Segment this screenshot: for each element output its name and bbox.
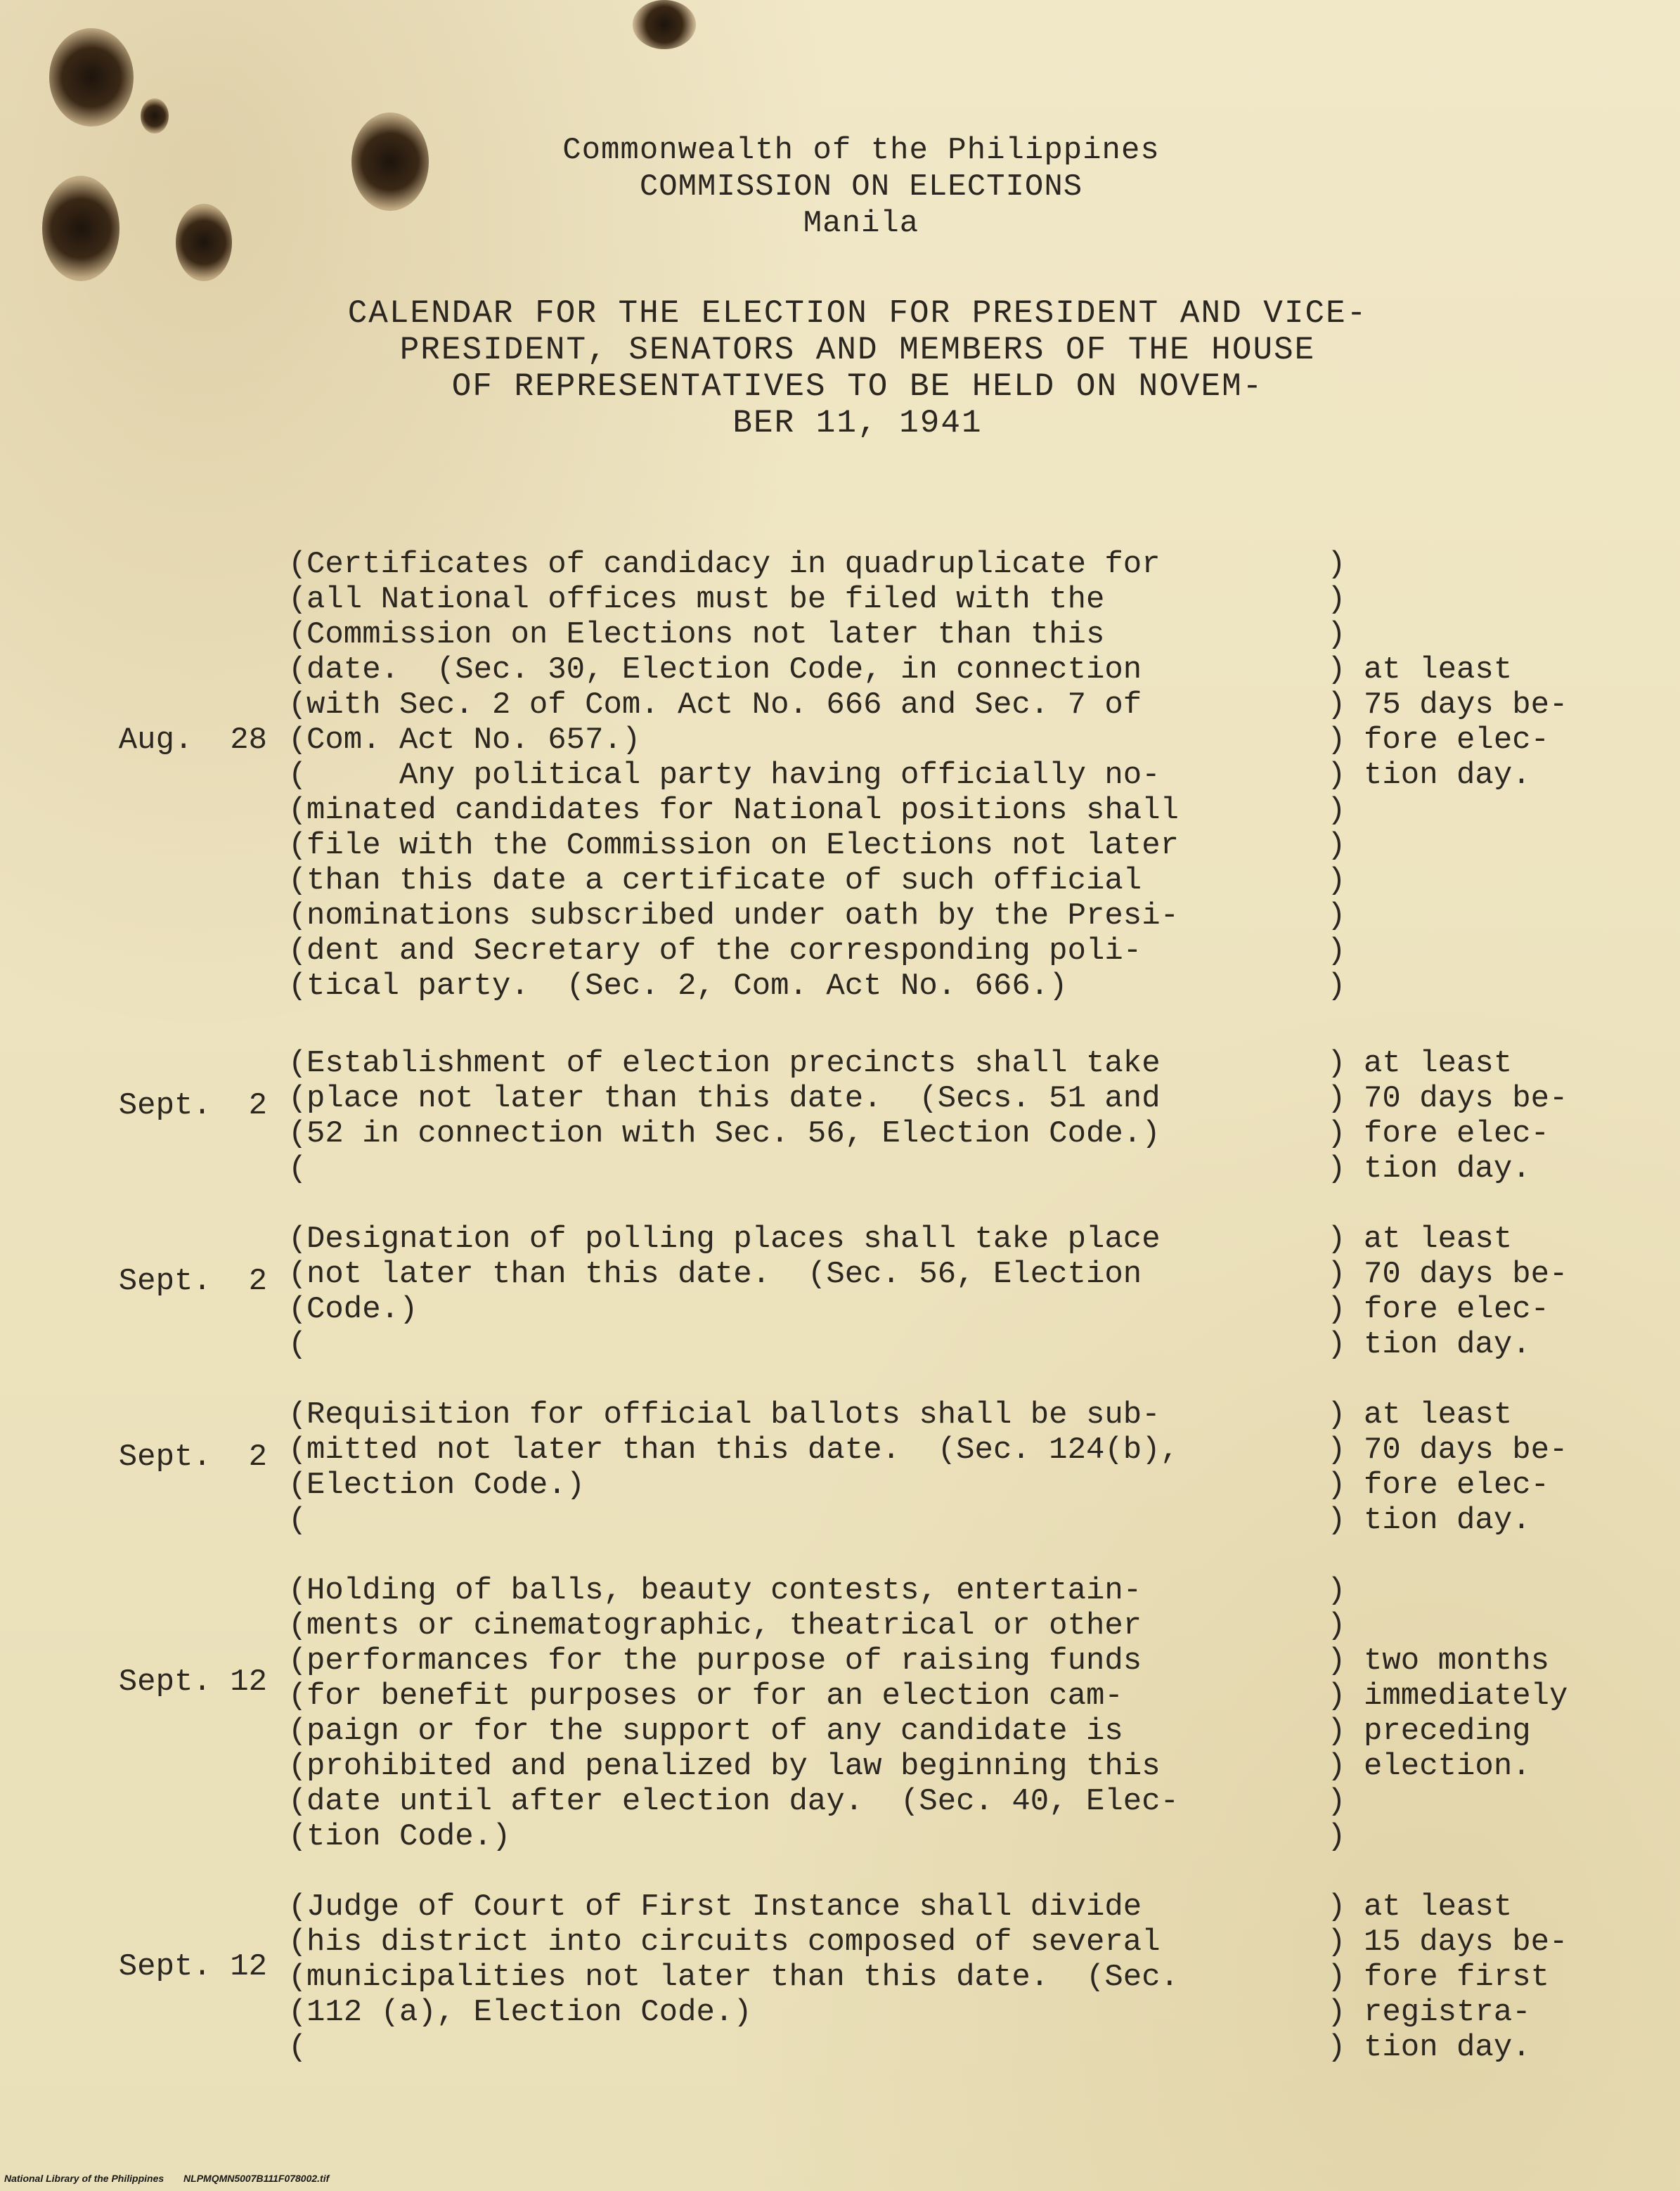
note-line: at least — [1364, 1889, 1513, 1925]
note-line: 70 days be- — [1364, 1257, 1568, 1292]
entry-line: ( tical party. (Sec. 2, Com. Act No. 666.) — [288, 969, 1343, 1004]
entry-date: Sept. 2 — [118, 1088, 267, 1123]
note-line: 70 days be- — [1364, 1433, 1568, 1468]
note-line: fore first — [1364, 1960, 1550, 1995]
right-parens: ) ) ) ) — [1327, 1222, 1346, 1362]
letterhead-line: Commonwealth of the Philippines — [562, 133, 1160, 168]
note-line: election. — [1364, 1749, 1531, 1784]
note-line: fore elec- — [1364, 723, 1550, 758]
entry-date: Sept. 2 — [118, 1440, 267, 1475]
title-line: CALENDAR FOR THE ELECTION FOR PRESIDENT AND VICE- — [347, 295, 1368, 332]
entry-text — [288, 1397, 1343, 1503]
entry-line: ( his district into circuits composed of several — [288, 1925, 1343, 1960]
entry-line: ( Judge of Court of First Instance shall divide — [288, 1889, 1343, 1925]
note-line: fore elec- — [1364, 1116, 1550, 1151]
entry-note — [1364, 1397, 1673, 1538]
entry-line: ( than this date a certificate of such official — [288, 863, 1343, 898]
entry-line: ( tion Code.) — [288, 1819, 1343, 1854]
entry-line: ( file with the Commission on Elections not later — [288, 828, 1343, 863]
note-line: at least — [1364, 652, 1513, 687]
entry-note — [1364, 1643, 1673, 1784]
right-parens: ) ) ) ) ) ) ) ) — [1327, 1573, 1346, 1854]
note-line: fore elec- — [1364, 1292, 1550, 1327]
entry-line: ( not later than this date. (Sec. 56, Election — [288, 1257, 1343, 1292]
letterhead-line: Manila — [803, 206, 919, 241]
note-line: tion day. — [1364, 1503, 1531, 1538]
entry-line: ( place not later than this date. (Secs. 51 and — [288, 1081, 1343, 1116]
library-credit: National Library of the Philippines — [4, 2173, 164, 2184]
entry-line: ( prohibited and penalized by law beginning this — [288, 1749, 1343, 1784]
entry-line: ( Holding of balls, beauty contests, entertain- — [288, 1573, 1343, 1608]
scan-footer — [4, 2173, 346, 2184]
note-line: registra- — [1364, 1995, 1531, 2030]
entry-line: ( date until after election day. (Sec. 40, Elec- — [288, 1784, 1343, 1819]
entry-note — [1364, 1046, 1673, 1187]
entry-text — [288, 1573, 1346, 1854]
letterhead-line: COMMISSION ON ELECTIONS — [639, 169, 1083, 205]
title-line: PRESIDENT, SENATORS AND MEMBERS OF THE HOUSE — [399, 332, 1316, 368]
note-line: 75 days be- — [1364, 687, 1568, 723]
entry-line: ( Com. Act No. 657.) — [288, 723, 1343, 758]
document-title — [267, 295, 1448, 441]
entry-line: ( nominations subscribed under oath by the Presi- — [288, 898, 1343, 933]
note-line: 15 days be- — [1364, 1925, 1568, 1960]
note-line: two months — [1364, 1643, 1550, 1679]
letterhead — [302, 132, 1420, 242]
entry-line: ( Any political party having officially no- — [288, 758, 1343, 793]
entry-line: ( ments or cinematographic, theatrical or other — [288, 1608, 1343, 1643]
burn-mark — [49, 28, 134, 127]
entry-line: ( Code.) — [288, 1292, 1343, 1327]
note-line: tion day. — [1364, 758, 1531, 793]
entry-note — [1364, 1889, 1673, 2065]
burn-mark — [176, 204, 232, 281]
right-parens: ) ) ) ) — [1327, 1046, 1346, 1187]
entry-line: ( date. (Sec. 30, Election Code, in connection — [288, 652, 1343, 687]
entry-date: Sept. 12 — [118, 1665, 267, 1700]
note-line: at least — [1364, 1222, 1513, 1257]
note-line: 70 days be- — [1364, 1081, 1568, 1116]
entry-line: ( Commission on Elections not later than this — [288, 617, 1343, 652]
right-parens: ) ) ) ) ) ) ) ) ) ) ) ) ) — [1327, 547, 1346, 1004]
entry-line: ( with Sec. 2 of Com. Act No. 666 and Sec. 7 of — [288, 687, 1343, 723]
note-line: tion day. — [1364, 1327, 1531, 1362]
entry-line: ( Establishment of election precincts shall take — [288, 1046, 1343, 1081]
note-line: tion day. — [1364, 1151, 1531, 1187]
entry-line: ( Requisition for official ballots shall be sub- — [288, 1397, 1343, 1433]
right-parens: ) ) ) ) — [1327, 1397, 1346, 1538]
entry-line: ( 52 in connection with Sec. 56, Election Code.) — [288, 1116, 1343, 1151]
entry-date: Aug. 28 — [118, 723, 267, 758]
entry-line: ( 112 (a), Election Code.) — [288, 1995, 1343, 2030]
entry-note — [1364, 1222, 1673, 1362]
entry-line: ( Certificates of candidacy in quadruplicate for — [288, 547, 1343, 582]
entry-text — [288, 1046, 1343, 1151]
entry-line: ( mitted not later than this date. (Sec. 124(b), — [288, 1433, 1343, 1468]
burn-mark — [633, 0, 696, 49]
entry-line: ( paign or for the support of any candidate is — [288, 1714, 1343, 1749]
note-line: at least — [1364, 1046, 1513, 1081]
entry-line: ( municipalities not later than this date. (Sec. — [288, 1960, 1343, 1995]
burn-mark — [141, 98, 169, 134]
entry-date: Sept. 12 — [118, 1949, 267, 1984]
entry-text — [288, 547, 1346, 1004]
entry-line: ( Election Code.) — [288, 1468, 1343, 1503]
entry-text — [288, 1889, 1343, 2030]
note-line: fore elec- — [1364, 1468, 1550, 1503]
entry-line: ( performances for the purpose of raising funds — [288, 1643, 1343, 1679]
entry-line: ( for benefit purposes or for an election cam- — [288, 1679, 1343, 1714]
entry-line: ( minated candidates for National positions shall — [288, 793, 1343, 828]
title-line: BER 11, 1941 — [732, 405, 983, 441]
entry-text — [288, 1222, 1343, 1327]
note-line: immediately — [1364, 1679, 1568, 1714]
entry-line: ( dent and Secretary of the corresponding poli- — [288, 933, 1343, 969]
entry-note — [1364, 652, 1673, 793]
entry-line: ( all National offices must be filed with the — [288, 582, 1343, 617]
entry-date: Sept. 2 — [118, 1264, 267, 1299]
title-line: OF REPRESENTATIVES TO BE HELD ON NOVEM- — [451, 368, 1264, 405]
note-line: at least — [1364, 1397, 1513, 1433]
right-parens: ) ) ) ) ) — [1327, 1889, 1346, 2065]
note-line: preceding — [1364, 1714, 1531, 1749]
file-id: NLPMQMN5007B111F078002.tif — [183, 2173, 330, 2184]
entry-line: ( Designation of polling places shall take place — [288, 1222, 1343, 1257]
burn-mark — [42, 176, 119, 281]
note-line: tion day. — [1364, 2030, 1531, 2065]
